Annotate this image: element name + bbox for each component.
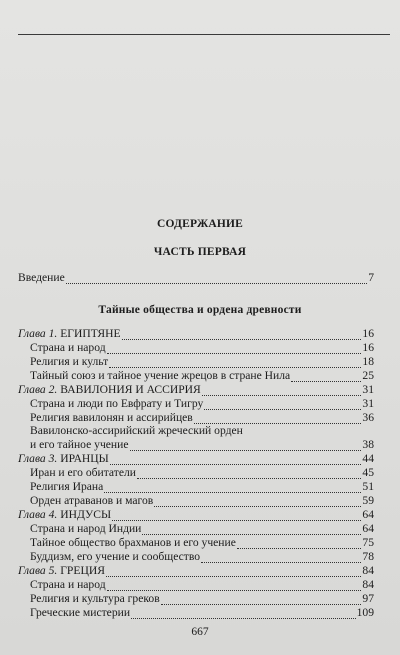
- toc-entry-text: Буддизм, его учение и сообщество: [30, 550, 201, 563]
- toc-entry-title: [30, 438, 129, 452]
- toc-page-number: 16: [362, 341, 374, 354]
- toc-entry-title: [30, 411, 193, 425]
- dot-leader: [110, 454, 362, 465]
- dot-leader: [109, 357, 361, 368]
- toc-entry-text: ИРАНЦЫ: [57, 452, 109, 465]
- dot-leader: [106, 566, 361, 577]
- toc-subentry: [30, 424, 374, 438]
- toc-entry: [18, 564, 374, 578]
- toc-page-number: 16: [362, 327, 374, 340]
- toc-entry-text: Страна и люди по Евфрату и Тигру: [30, 397, 204, 410]
- toc-entry-title: [30, 592, 160, 606]
- toc-entry-text: Греческие мистерии: [30, 606, 131, 619]
- toc-entry: [18, 452, 374, 466]
- toc-page-number: 84: [362, 578, 374, 591]
- dot-leader: [154, 496, 361, 507]
- toc-entry-title: [30, 536, 236, 550]
- toc-entry-title: [30, 606, 130, 620]
- toc-entry-text: Религия вавилонян и ассирийцев: [30, 411, 193, 424]
- toc-page-number: 7: [368, 271, 374, 284]
- part-title: ЧАСТЬ ПЕРВАЯ: [153, 246, 247, 258]
- dot-leader: [104, 482, 361, 493]
- toc-page-number: 97: [362, 592, 374, 605]
- dot-leader: [137, 468, 361, 479]
- toc-subentry: [30, 480, 374, 494]
- toc-page-number: 36: [362, 411, 374, 424]
- toc-page-number: 64: [362, 508, 374, 521]
- chapter-prefix: Глава 2.: [18, 383, 58, 396]
- toc-entry-text: Религия Ирана: [30, 480, 104, 493]
- toc-entry-text: ИНДУСЫ: [57, 508, 112, 521]
- toc-entry-text: Религия и культура греков: [30, 592, 160, 605]
- toc-subentry: [30, 592, 374, 606]
- top-rule: [18, 34, 390, 35]
- toc-entry-title: [18, 564, 105, 578]
- toc-page-number: 78: [362, 550, 374, 563]
- toc-entry-text: Страна и народ Индии: [30, 522, 142, 535]
- toc-page-number: 59: [362, 494, 374, 507]
- dot-leader: [130, 440, 362, 451]
- toc-entry-text: и его тайное учение: [30, 438, 129, 451]
- dot-leader: [237, 538, 362, 549]
- toc-page-number: 31: [362, 397, 374, 410]
- toc-entry-text: Вавилонско-ассирийский жреческий орден: [30, 424, 243, 437]
- toc-entry-title: [18, 383, 201, 397]
- dot-leader: [202, 385, 362, 396]
- toc-subentry: [30, 536, 374, 550]
- toc-entry-text: Страна и народ: [30, 578, 106, 591]
- toc-entry-title: [18, 452, 109, 466]
- toc-page-number: 25: [362, 369, 374, 382]
- chapter-prefix: Глава 3.: [18, 452, 58, 465]
- toc-subentry: [30, 411, 374, 425]
- toc-entry-text: Орден атраванов и магов: [30, 494, 154, 507]
- toc-subentry: [30, 397, 374, 411]
- toc-entry-text: ВАВИЛОНИЯ И АССИРИЯ: [57, 383, 201, 396]
- dot-leader: [201, 552, 361, 563]
- toc-subentry: [30, 341, 374, 355]
- dot-leader: [194, 413, 362, 424]
- dot-leader: [112, 510, 361, 521]
- dot-leader: [107, 343, 362, 354]
- toc-page-number: 45: [362, 466, 374, 479]
- toc-entry-title: [30, 494, 153, 508]
- toc-entry-title: [30, 522, 141, 536]
- toc-page-number: 38: [362, 438, 374, 451]
- chapter-prefix: Глава 1.: [18, 327, 58, 340]
- section-title: Тайные общества и ордена древности: [98, 304, 302, 316]
- dot-leader: [291, 371, 361, 382]
- toc-entry-text: Религия и культ: [30, 355, 109, 368]
- toc-entry-title: [30, 341, 106, 355]
- toc-entry-title: [30, 550, 200, 564]
- dot-leader: [107, 580, 362, 591]
- toc-subentry: [30, 606, 374, 620]
- toc-entry-title: [30, 355, 108, 369]
- toc-page-number: 84: [362, 564, 374, 577]
- toc-entry-title: [18, 508, 111, 522]
- toc-page-number: 64: [362, 522, 374, 535]
- toc-subentry: [30, 438, 374, 452]
- chapter-prefix: Глава 5.: [18, 564, 58, 577]
- dot-leader: [204, 399, 361, 410]
- toc-page-number: 75: [362, 536, 374, 549]
- toc-entry: [18, 508, 374, 522]
- toc-entry-title: [18, 327, 121, 341]
- toc-page-number: 18: [362, 355, 374, 368]
- toc-entry-text: Тайное общество брахманов и его учение: [30, 536, 236, 549]
- dot-leader: [161, 594, 362, 605]
- toc-entry-title: [30, 578, 106, 592]
- toc-subentry: [30, 550, 374, 564]
- toc-entry: [18, 271, 374, 285]
- toc-entry-title: [30, 424, 243, 438]
- toc-entry-title: [30, 397, 203, 411]
- page-number: 667: [191, 626, 209, 638]
- toc-entry-title: [30, 480, 103, 494]
- dot-leader: [142, 524, 361, 535]
- toc-entry: [18, 383, 374, 397]
- toc-entry-title: [30, 466, 136, 480]
- toc-entry-text: Страна и народ: [30, 341, 106, 354]
- toc-page-number: 109: [356, 606, 374, 619]
- toc-entry-text: Тайный союз и тайное учение жрецов в стране Нила: [30, 369, 291, 382]
- toc-entry-text: ГРЕЦИЯ: [57, 564, 105, 577]
- toc-subentry: [30, 578, 374, 592]
- toc-page-number: 31: [362, 383, 374, 396]
- toc-entry-title: [30, 369, 290, 383]
- dot-leader: [131, 608, 356, 619]
- chapter-prefix: Глава 4.: [18, 508, 58, 521]
- toc-entry-text: ЕГИПТЯНЕ: [57, 327, 121, 340]
- contents-title: СОДЕРЖАНИЕ: [156, 218, 244, 230]
- toc-page-number: 51: [362, 480, 374, 493]
- toc-entry-title: [18, 271, 65, 285]
- toc-subentry: [30, 494, 374, 508]
- toc-entry: [18, 327, 374, 341]
- toc-entry-text: Введение: [18, 271, 65, 284]
- toc-subentry: [30, 355, 374, 369]
- dot-leader: [66, 273, 367, 284]
- toc-subentry: [30, 369, 374, 383]
- toc-subentry: [30, 466, 374, 480]
- toc-page-number: 44: [362, 452, 374, 465]
- dot-leader: [122, 329, 362, 340]
- toc-entry-text: Иран и его обитатели: [30, 466, 136, 479]
- toc-subentry: [30, 522, 374, 536]
